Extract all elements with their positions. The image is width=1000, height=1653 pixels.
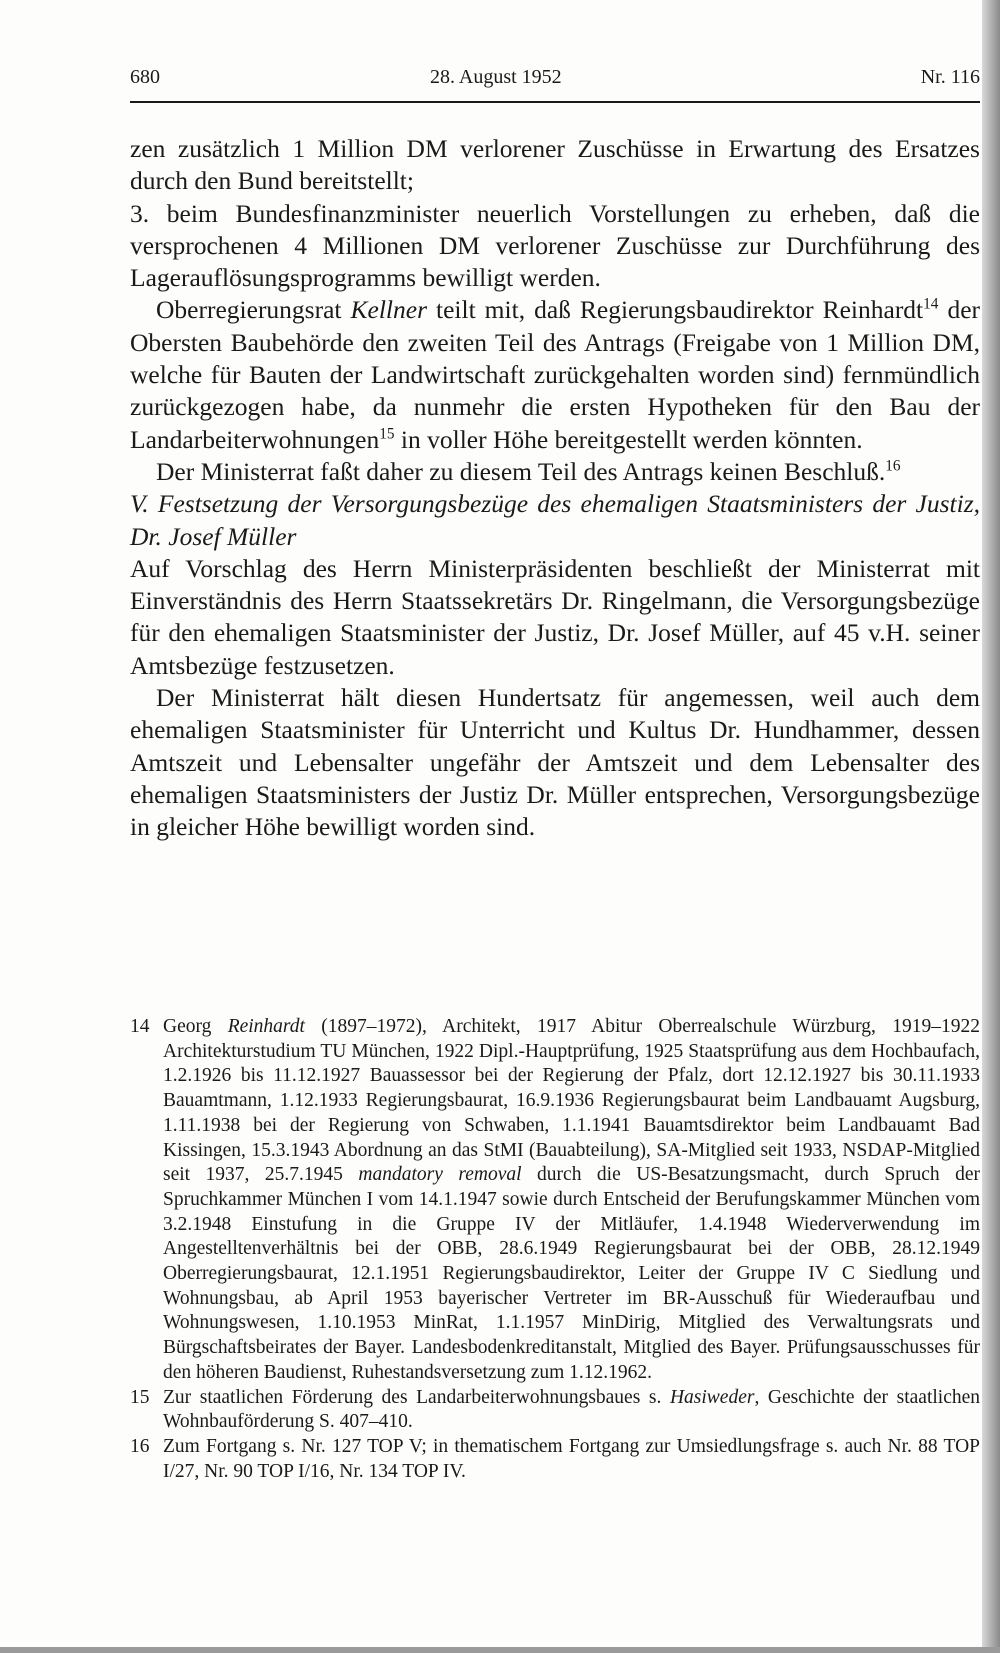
author-name: Hasiweder <box>669 1386 755 1408</box>
page-edge-shadow <box>982 0 1000 1653</box>
text-run: Der Ministerrat faßt daher zu diesem Teil des Antrags keinen Beschluß. <box>156 456 886 486</box>
paragraph: 3. beim Bundesfinanzminister neuerlich Vorstellungen zu erheben, daß die versprochenen 4 Millionen DM verlorener Zuschüsse zur Durchführung des Lagerauflösungsprogramms bewilligt werden. <box>130 198 980 293</box>
footnotes <box>130 1015 980 1484</box>
paragraph: zen zusätzlich 1 Million DM verlorener Zuschüsse in Erwartung des Ersatzes durch den Bund bereitstellt; <box>130 134 980 196</box>
document-number: Nr. 116 <box>920 66 980 88</box>
paragraph: Auf Vorschlag des Herrn Ministerpräsidenten beschließt der Ministerrat mit Einverständnis des Herrn Staatssekretärs Dr. Ringelmann, die Versorgungsbezüge für den ehemaligen Staatsminister der Justiz, Dr. Josef Müller, auf 45 v.H. seiner Amtsbezüge festzusetzen. <box>130 553 980 680</box>
main-text <box>130 133 980 844</box>
text-run: in voller Höhe bereitgestellt werden könnten. <box>394 424 863 454</box>
footnote-number: 15 <box>130 1386 150 1408</box>
paragraph: Der Ministerrat hält diesen Hundertsatz für angemessen, weil auch dem ehemaligen Staatsminister für Unterricht und Kultus Dr. Hundhammer, dessen Amtszeit und Lebensalter ungefähr der Amtszeit und dem Lebensalter des ehemaligen Staatsministers der Justiz Dr. Müller entsprechen, Versorgungsbezüge in gleicher Höhe bewilligt worden sind. <box>130 683 980 842</box>
footnote-marker: 16 <box>885 457 901 475</box>
text-run: durch die US-Besatzungsmacht, durch Spruch der Spruchkammer München I vom 14.1.1947 sowie durch Entscheid der Berufungskammer München vom 3.2.1948 Einstufung in die Gruppe IV der Mitläufer, 1.4.1948 Wiederverwendung im Angestelltenverhältnis bei der OBB, 28.6.1949 Regierungsbaurat bei der OBB, 28.12.1949 Oberregierungsbaurat, 12.1.1951 Regierungsbaudirektor, Leiter der Gruppe IV C Siedlung und Wohnungsbau, ab April 1953 bayerischer Vertreter im BR-Ausschuß für Wiederaufbau und Wohnungswesen, 1.10.1953 MinRat, 1.1.1957 MinDirig, Mitglied des Verwaltungsrats und Bürgschaftsbeirates der Bayer. Landesbodenkreditanstalt, Mitglied des Bayer. Prüfungsausschusses für den höheren Baudienst, Ruhestandsversetzung zum 1.12.1962. <box>163 1164 980 1383</box>
text-run: , Geschichte der staatlichen Wohnbauförderung S. 407–410. <box>163 1386 981 1433</box>
text-run: Zur staatlichen Förderung des Landarbeiterwohnungsbaues s. <box>163 1386 670 1408</box>
footnote-number: 16 <box>130 1435 150 1457</box>
paragraph <box>130 456 980 488</box>
italic-term: mandatory removal <box>358 1164 522 1186</box>
person-name: Kellner <box>350 295 428 325</box>
running-header <box>130 66 980 96</box>
text-run: Georg <box>163 1016 228 1037</box>
text-run: Zum Fortgang s. Nr. 127 TOP V; in thematischem Fortgang zur Umsiedlungsfrage s. auch Nr. 88 TOP I/27, Nr. 90 TOP I/16, Nr. 134 TOP IV. <box>163 1435 980 1482</box>
footnote-15 <box>130 1386 980 1435</box>
paragraph <box>130 294 980 455</box>
page-bottom-edge <box>0 1647 1000 1653</box>
footnote-number: 14 <box>130 1016 150 1037</box>
text-run: teilt mit, daß Regierungsbaudirektor Reinhardt <box>427 295 924 325</box>
section-heading: V. Festsetzung der Versorgungsbezüge des ehemaligen Staatsministers der Justiz, Dr. Josef Müller <box>130 489 980 551</box>
text-run: Oberregierungsrat <box>156 295 351 325</box>
header-rule <box>130 101 980 103</box>
footnote-marker: 15 <box>379 425 395 443</box>
text-run: (1897–1972), Architekt, 1917 Abitur Oberrealschule Würzburg, 1919–1922 Architekturstudium TU München, 1922 Dipl.-Hauptprüfung, 1925 Staatsprüfung aus dem Hochbaufach, 1.2.1926 bis 11.12.1927 Bauassessor bei der Regierung der Pfalz, dort 12.12.1927 bis 30.11.1933 Bauamtmann, 1.12.1933 Regierungsbaurat, 16.9.1936 Regierungsbaurat beim Landbauamt Augsburg, 1.11.1938 bei der Regierung von Schwaben, 1.1.1941 Bauamtsdirektor beim Landbauamt Bad Kissingen, 15.3.1943 Abordnung an das StMI (Bauabteilung), SA-Mitglied seit 1933, NSDAP-Mitglied seit 1937, 25.7.1945 <box>163 1016 980 1186</box>
person-name: Reinhardt <box>227 1016 305 1037</box>
header-date: 28. August 1952 <box>430 66 562 88</box>
text-run: der Obersten Baubehörde den zweiten Teil des Antrags (Freigabe von 1 Million DM, welche für Bauten der Landwirtschaft zurückgehalten worden sind) fernmündlich zurückgezogen habe, da nunmehr die ersten Hypotheken für den Bau der Landarbeiterwohnungen <box>130 295 981 454</box>
footnote-marker: 14 <box>923 295 939 313</box>
page-number: 680 <box>130 66 160 88</box>
footnote-16 <box>130 1435 980 1484</box>
footnote-14 <box>130 1015 980 1386</box>
